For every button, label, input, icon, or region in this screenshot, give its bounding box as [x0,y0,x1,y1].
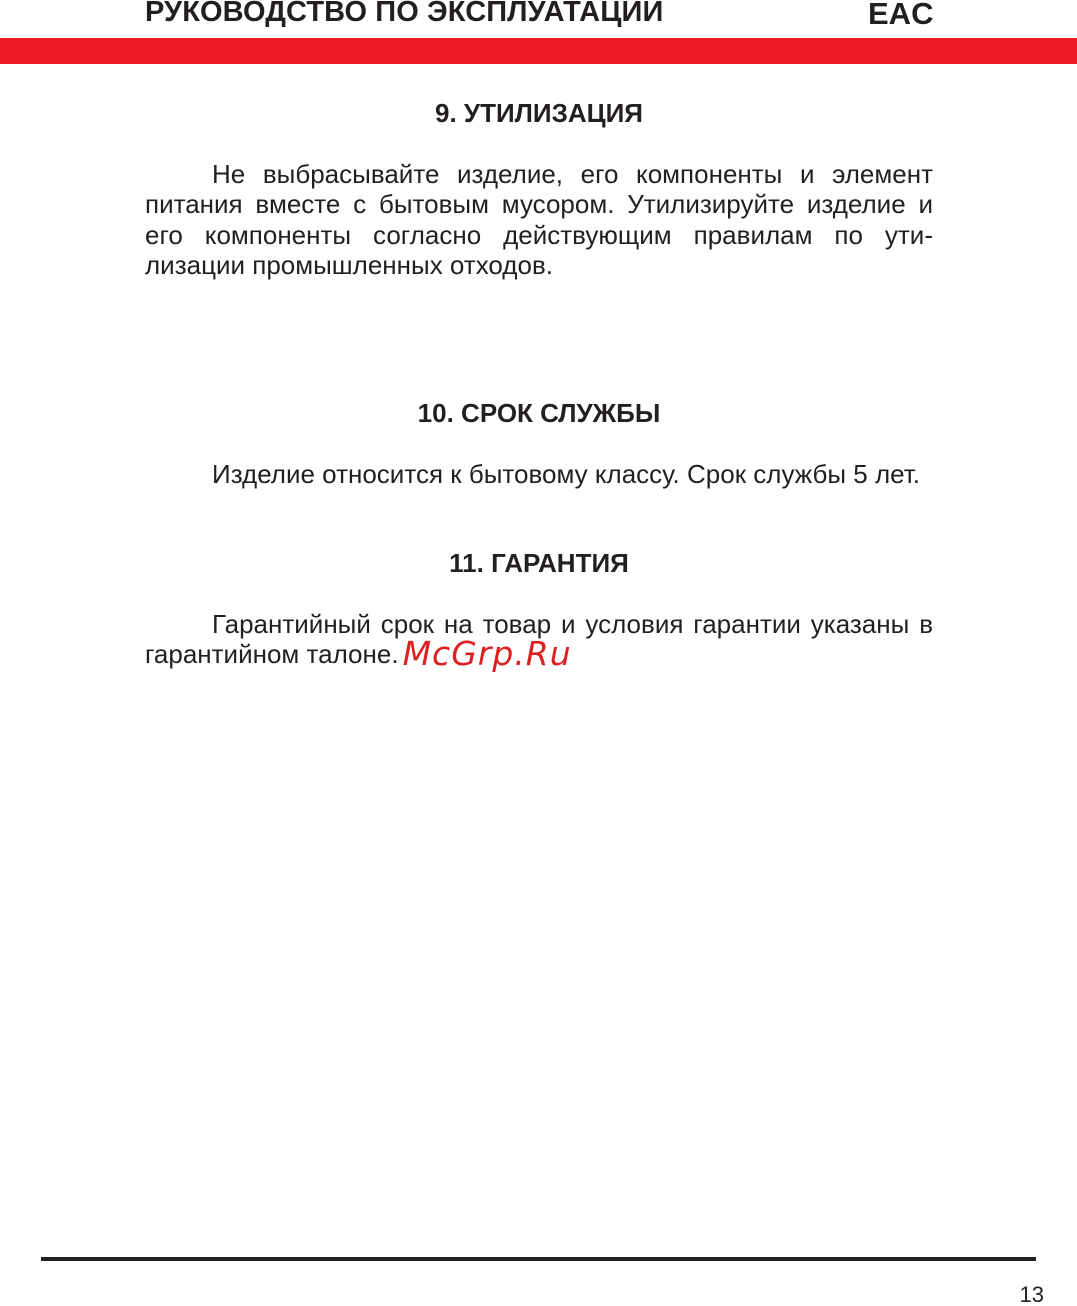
section-11-line-2: в гарантийном талоне. [145,609,933,670]
header-red-band [0,38,1077,64]
section-9-line-4: лизации промышленных отходов. [145,249,553,280]
section-10-line-1: Изделие относится к бытовому классу. Срок службы [212,459,847,489]
section-11-line-1: Гарантийный срок на товар и условия гарантии указаны [212,609,910,639]
page-number: 13 [1019,1282,1044,1306]
section-10-paragraph [145,459,933,489]
section-9-paragraph [145,159,933,280]
watermark: McGrp.Ru [402,634,572,674]
section-9-line-2: питания вместе с бытовым мусором. Утилизируйте изделие [145,189,906,220]
section-9-heading: 9. УТИЛИЗАЦИЯ [434,98,643,128]
section-11-paragraph [145,609,933,674]
section-10-line-2: 5 лет. [853,459,920,489]
section-9-line-3: и его компоненты согласно действующим правилам по ути- [145,189,933,250]
section-10-heading: 10. СРОК СЛУЖБЫ [417,398,661,428]
eac-mark: EAC [868,0,934,31]
footer-rule [41,1257,1036,1261]
section-9-line-1: Не выбрасывайте изделие, его компоненты и элемент [212,159,933,189]
header-title: РУКОВОДСТВО ПО ЭКСПЛУАТАЦИИ [145,0,664,28]
section-11-heading: 11. ГАРАНТИЯ [449,548,629,578]
